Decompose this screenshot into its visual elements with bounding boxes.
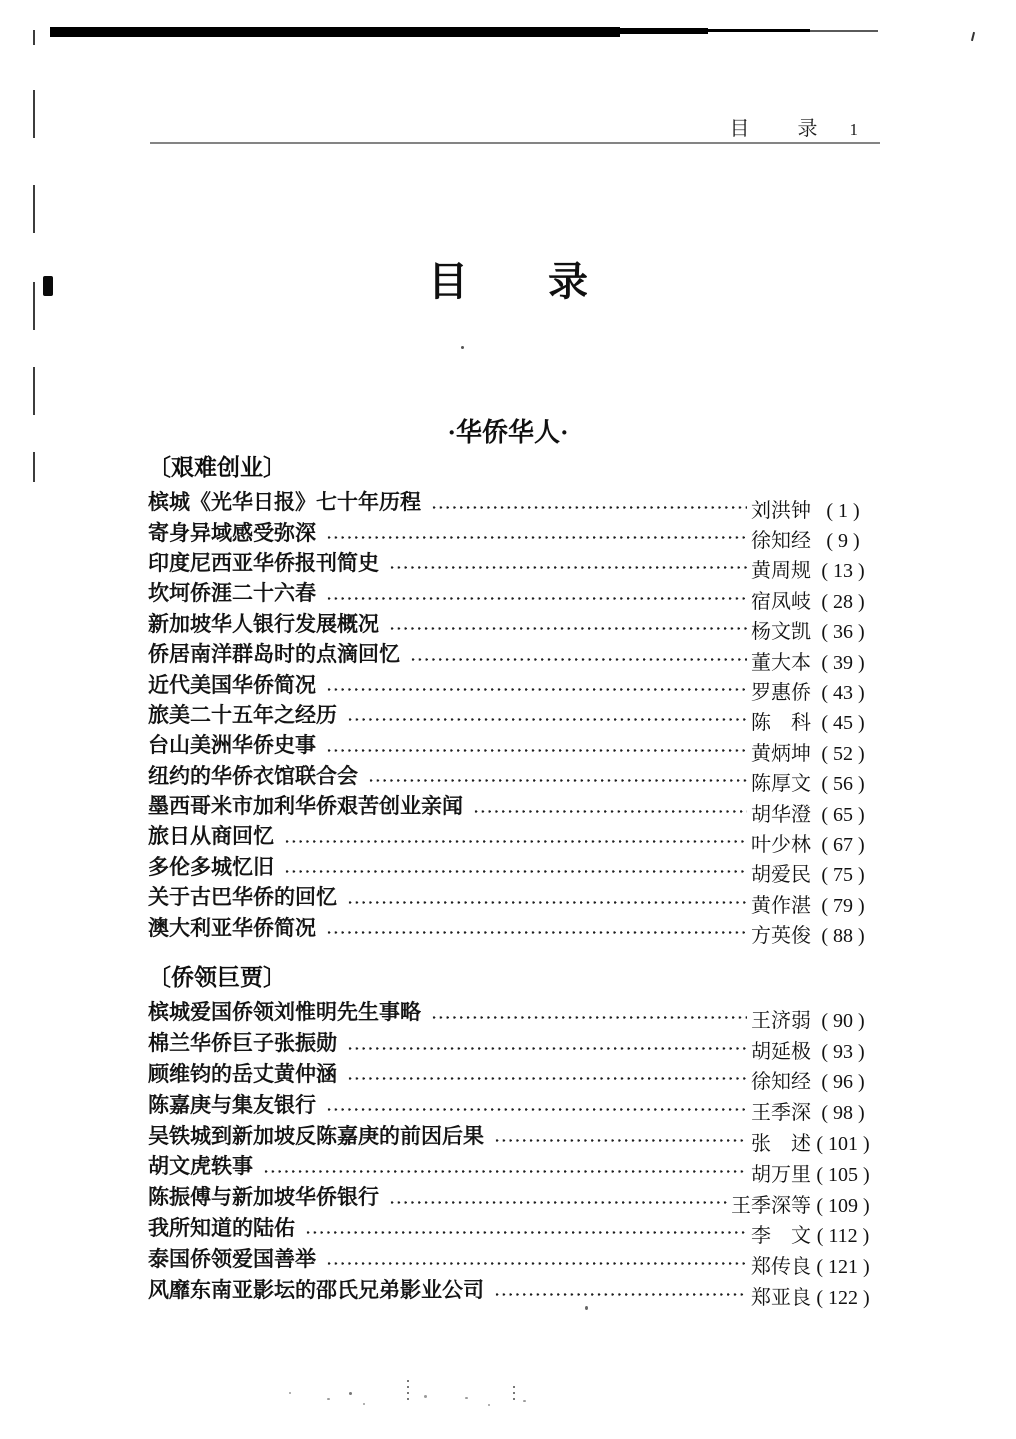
running-header-page-number: 1 [849,120,858,139]
running-header-title: 目 录 [729,118,832,140]
entry-author: 杨文凯 [751,621,811,644]
scan-speck [523,1400,526,1402]
entry-author: 李 文 [751,1225,811,1248]
entry-title: 关于古巴华侨的回忆 [148,885,337,910]
entry-page: ( 28 ) [821,590,865,613]
dotted-leader [347,1076,747,1081]
left-margin-mark [33,367,35,415]
scan-speck [289,1392,291,1394]
entry-page: ( 9 ) [826,530,860,553]
running-header [730,112,859,141]
dotted-leader [284,839,747,844]
scan-artifact-dots [407,1380,409,1404]
toc-section-2 [148,960,875,1310]
dotted-leader [326,1261,747,1266]
dotted-leader [473,809,747,814]
entry-page: ( 98 ) [821,1102,865,1125]
entry-page: ( 67 ) [821,833,865,856]
toc-section-1 [148,450,875,948]
entry-page: ( 13 ) [821,560,865,583]
dotted-leader [389,565,747,570]
dotted-leader [431,1015,747,1020]
toc-entry [148,996,875,1032]
entry-author: 胡华澄 [751,803,811,826]
entry-page: ( 109 ) [816,1194,870,1217]
entry-title: 坎坷侨涯二十六春 [148,581,316,606]
dotted-leader [326,687,747,692]
entry-title: 吴铁城到新加坡反陈嘉庚的前因后果 [148,1123,484,1148]
entry-author: 徐知经 [751,1071,811,1094]
scan-speck [585,1306,588,1310]
entry-page: ( 1 ) [826,499,860,522]
entry-page: ( 45 ) [821,712,865,735]
part-title: ·华侨华人· [447,418,569,447]
entry-title: 印度尼西亚华侨报刊简史 [148,550,379,575]
dotted-leader [389,1200,727,1205]
entry-title: 新加坡华人银行发展概况 [148,611,379,636]
scan-speck [488,1404,490,1406]
entry-title: 陈嘉庚与集友银行 [148,1092,316,1117]
entry-page: ( 105 ) [816,1163,870,1186]
entry-page: ( 88 ) [821,925,865,948]
left-margin-mark [33,90,35,138]
scan-speck [465,1397,468,1399]
dotted-leader [410,657,747,662]
entry-title: 我所知道的陆佑 [148,1215,295,1240]
entry-author: 王季深等 [731,1194,811,1217]
dotted-leader [347,1046,747,1051]
entry-page: ( 112 ) [816,1225,870,1248]
scan-speck [424,1395,427,1398]
entry-page: ( 93 ) [821,1040,865,1063]
left-margin-mark [33,185,35,233]
entry-page: ( 121 ) [816,1256,870,1279]
page-title: 目 录 [428,259,588,304]
entry-title: 台山美洲华侨史事 [148,733,316,758]
scan-artifact-line [810,30,878,32]
header-rule [150,142,880,144]
dotted-leader [305,1230,747,1235]
entry-page: ( 96 ) [821,1071,865,1094]
entry-title: 澳大利亚华侨简况 [148,915,316,940]
entry-title: 棉兰华侨巨子张振勋 [148,1031,337,1056]
entry-author: 叶少林 [751,833,811,856]
entry-page: ( 39 ) [821,651,865,674]
entry-page: ( 90 ) [821,1009,865,1032]
entry-author: 董大本 [751,651,811,674]
entry-author: 郑亚良 [751,1287,811,1310]
scan-artifact-dots [513,1386,515,1404]
entry-page: ( 122 ) [816,1287,870,1310]
dotted-leader [347,900,747,905]
entry-author: 王季深 [751,1102,811,1125]
dotted-leader [389,626,747,631]
scan-artifact-bar [706,29,810,32]
scan-artifact-tick [971,32,975,41]
entry-page: ( 43 ) [821,682,865,705]
entry-page: ( 65 ) [821,803,865,826]
entry-author: 黄作湛 [751,894,811,917]
entry-author: 陈厚文 [751,773,811,796]
dotted-leader [326,535,747,540]
dotted-leader [494,1138,747,1143]
dotted-leader [284,869,747,874]
dotted-leader [326,930,747,935]
entry-title: 纽约的华侨衣馆联合会 [148,763,358,788]
entry-title: 槟城爱国侨领刘惟明先生事略 [148,1000,421,1025]
entry-title: 顾维钧的岳丈黄仲涵 [148,1061,337,1086]
scan-speck [349,1392,352,1395]
entry-title: 旅日从商回忆 [148,824,274,849]
entry-page: ( 52 ) [821,742,865,765]
entry-title: 旅美二十五年之经历 [148,702,337,727]
dotted-leader [326,596,747,601]
entry-author: 黄周规 [751,560,811,583]
entry-title: 风靡东南亚影坛的邵氏兄弟影业公司 [148,1277,484,1302]
entry-author: 胡爱民 [751,864,811,887]
entry-author: 王济弱 [751,1009,811,1032]
entry-author: 徐知经 [751,530,811,553]
scan-artifact-bar [50,27,620,37]
dotted-leader [347,717,747,722]
entry-title: 多伦多城忆旧 [148,854,274,879]
entry-author: 陈 科 [751,712,811,735]
section-heading: 〔艰难创业〕 [148,455,286,480]
entry-title: 陈振傅与新加坡华侨银行 [148,1185,379,1210]
dotted-leader [326,748,747,753]
toc-entry [148,486,875,522]
dotted-leader [326,1107,747,1112]
scan-artifact-bar [618,28,708,34]
dotted-leader [368,778,747,783]
dotted-leader [494,1292,747,1297]
entry-author: 宿凤岐 [751,590,811,613]
entry-author: 刘洪钟 [751,499,811,522]
entry-title: 槟城《光华日报》七十年历程 [148,490,421,515]
entry-page: ( 79 ) [821,894,865,917]
entry-title: 墨西哥米市加利华侨艰苦创业亲闻 [148,794,463,819]
entry-title: 侨居南洋群岛时的点滴回忆 [148,642,400,667]
section-heading: 〔侨领巨贾〕 [148,965,286,990]
entry-author: 黄炳坤 [751,742,811,765]
entry-author: 胡万里 [751,1163,811,1186]
scan-speck [327,1398,330,1400]
dotted-leader [431,505,747,510]
entry-author: 张 述 [751,1133,811,1156]
entry-title: 胡文虎轶事 [148,1154,253,1179]
entry-title: 寄身异域感受弥深 [148,520,316,545]
entry-author: 郑传良 [751,1256,811,1279]
entry-page: ( 56 ) [821,773,865,796]
entry-page: ( 75 ) [821,864,865,887]
entry-page: ( 36 ) [821,621,865,644]
entry-author: 胡延极 [751,1040,811,1063]
dotted-leader [263,1169,747,1174]
entry-page: ( 101 ) [816,1133,870,1156]
left-margin-mark [33,452,35,482]
entry-author: 罗惠侨 [751,682,811,705]
left-margin-mark [33,30,35,45]
entry-author: 方英俊 [751,925,811,948]
entry-title: 泰国侨领爱国善举 [148,1246,316,1271]
scan-speck [363,1403,365,1405]
scan-speck [461,346,464,349]
entry-title: 近代美国华侨简况 [148,672,316,697]
